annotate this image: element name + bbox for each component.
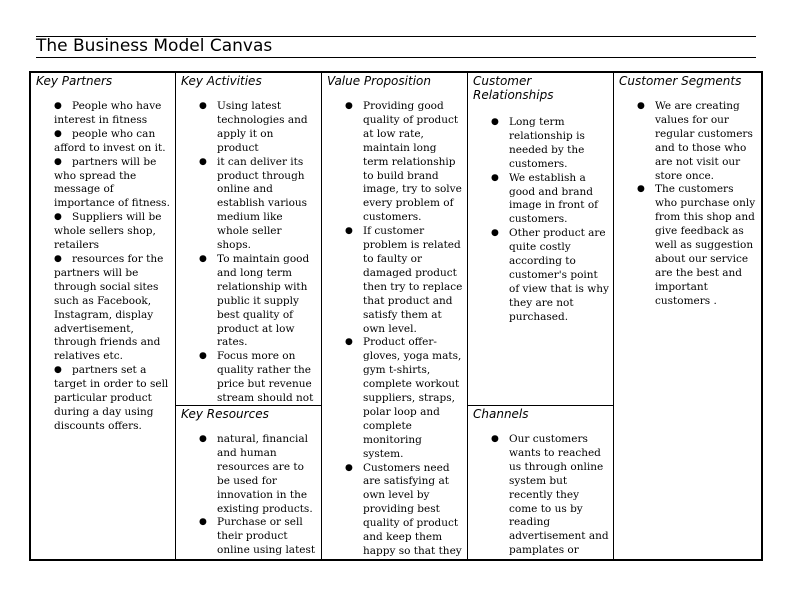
- list-item: [176, 516, 317, 558]
- list-item-text: Long term relationship is needed by the customers.: [509, 116, 585, 170]
- list-item-text: Providing good quality of product at low rate, maintain long term relationship to build brand image, try to solve every problem of customers.: [363, 100, 462, 224]
- key-activities-heading: Key Activities: [181, 74, 262, 88]
- list-item: [322, 100, 463, 225]
- list-item: [468, 433, 609, 561]
- bullet-icon: ●: [54, 128, 62, 139]
- list-item: [31, 100, 171, 128]
- bullet-icon: ●: [491, 172, 499, 183]
- bullet-icon: ●: [199, 101, 207, 111]
- list-item: [31, 253, 171, 364]
- list-item: [176, 253, 317, 350]
- list-item-text: We establish a good and brand image in front of customers.: [509, 171, 599, 226]
- key-activities-list: [176, 100, 321, 406]
- list-item: [31, 211, 171, 253]
- bullet-icon: ●: [199, 351, 207, 362]
- customer-segments-list: [614, 100, 761, 309]
- list-item-text: it can deliver its product through online and establish various medium like whole seller shops.: [217, 155, 308, 252]
- value-proposition-heading: Value Proposition: [327, 74, 431, 88]
- list-item-text: Using latest technologies and apply it on product: [217, 100, 308, 154]
- list-item: [468, 227, 609, 324]
- business-model-canvas: [29, 71, 763, 561]
- title-rule-bottom: [36, 57, 756, 58]
- list-item-text: Our customers wants to reached us through online system but recently they come to us by reading advertisement and pamplates or: [509, 433, 609, 557]
- key-partners-list: [31, 100, 175, 434]
- list-item: [468, 116, 609, 172]
- customer-relationships-cell: [467, 71, 614, 406]
- list-item-text: We are creating values for our regular customers and to those who are not visit our store once.: [655, 100, 753, 182]
- list-item-text: partners set a target in order to sell particular product during a day using discounts offers.: [54, 364, 169, 432]
- key-activities-cell: [175, 71, 322, 406]
- bullet-icon: ●: [54, 212, 62, 223]
- list-item-text: To maintain good and long term relationship with public it supply best quality of product at low rates.: [217, 252, 310, 349]
- bullet-icon: ●: [54, 365, 62, 376]
- key-resources-cell: [175, 405, 322, 561]
- key-resources-list: [176, 433, 321, 558]
- list-item: [322, 225, 463, 336]
- channels-list: [468, 433, 613, 561]
- customer-relationships-list: [468, 116, 613, 325]
- list-item: [31, 128, 171, 156]
- key-resources-heading: Key Resources: [181, 407, 269, 421]
- list-item-text: People who have interest in fitness: [54, 100, 162, 126]
- list-item: [31, 156, 171, 212]
- list-item-text: Focus more on quality rather the price but revenue stream should not: [217, 350, 314, 405]
- list-item-text: The customers who purchase only from this shop and give feedback as well as suggestion about our service are the best and important customers .: [655, 183, 756, 307]
- bullet-icon: ●: [345, 462, 353, 473]
- channels-heading: Channels: [473, 407, 529, 421]
- bullet-icon: ●: [637, 101, 645, 111]
- list-item: [614, 183, 757, 308]
- key-partners-cell: [29, 71, 176, 561]
- list-item-text: partners will be who spread the message of importance of fitness.: [54, 155, 170, 210]
- bullet-icon: ●: [54, 156, 62, 167]
- list-item-text: people who can afford to invest on it.: [54, 127, 166, 154]
- list-item-text: Purchase or sell their product online using latest: [217, 516, 316, 557]
- bullet-icon: ●: [54, 253, 62, 264]
- bullet-icon: ●: [637, 184, 645, 195]
- list-item: [468, 172, 609, 228]
- list-item: [322, 462, 463, 561]
- customer-segments-heading: Customer Segments: [619, 74, 742, 88]
- list-item: [31, 364, 171, 434]
- page-title: The Business Model Canvas: [36, 36, 273, 56]
- list-item: [322, 336, 463, 461]
- list-item-text: Product offer- gloves, yoga mats, gym t-shirts, complete workout suppliers, straps, polar loop and complete monitoring system.: [363, 336, 462, 460]
- bullet-icon: ●: [491, 228, 499, 239]
- customer-relationships-heading: Customer Relationships: [473, 74, 554, 102]
- bullet-icon: ●: [345, 337, 353, 348]
- key-partners-heading: Key Partners: [36, 74, 113, 88]
- customer-segments-cell: [613, 71, 763, 561]
- list-item: [176, 156, 317, 253]
- value-proposition-list: [322, 100, 467, 561]
- list-item: [614, 100, 757, 183]
- list-item-text: Suppliers will be whole sellers shop, retailers: [54, 211, 162, 252]
- list-item-text: resources for the partners will be through social sites such as Facebook, Instagram, display advertisement, through friends and relatives etc.: [54, 252, 164, 363]
- bullet-icon: ●: [199, 156, 207, 167]
- bullet-icon: ●: [345, 226, 353, 237]
- bullet-icon: ●: [54, 101, 62, 111]
- bullet-icon: ●: [199, 434, 207, 444]
- bullet-icon: ●: [491, 434, 499, 444]
- list-item-text: natural, financial and human resources are to be used for innovation in the existing products.: [217, 433, 313, 515]
- list-item: [176, 350, 317, 406]
- bullet-icon: ●: [345, 101, 353, 111]
- bullet-icon: ●: [199, 253, 207, 264]
- list-item-text: If customer problem is related to faulty or damaged product then try to replace that product and satisfy them at own level.: [363, 225, 463, 335]
- bullet-icon: ●: [491, 117, 499, 127]
- list-item: [176, 433, 317, 516]
- list-item: [176, 100, 317, 156]
- channels-cell: [467, 405, 614, 561]
- value-proposition-cell: [321, 71, 468, 561]
- bullet-icon: ●: [199, 517, 207, 528]
- list-item-text: Customers need are satisfying at own level by providing best quality of product and keep them happy so that they: [363, 461, 462, 557]
- list-item-text: Other product are quite costly according to customer's point of view that is why they are not purchased.: [509, 227, 609, 323]
